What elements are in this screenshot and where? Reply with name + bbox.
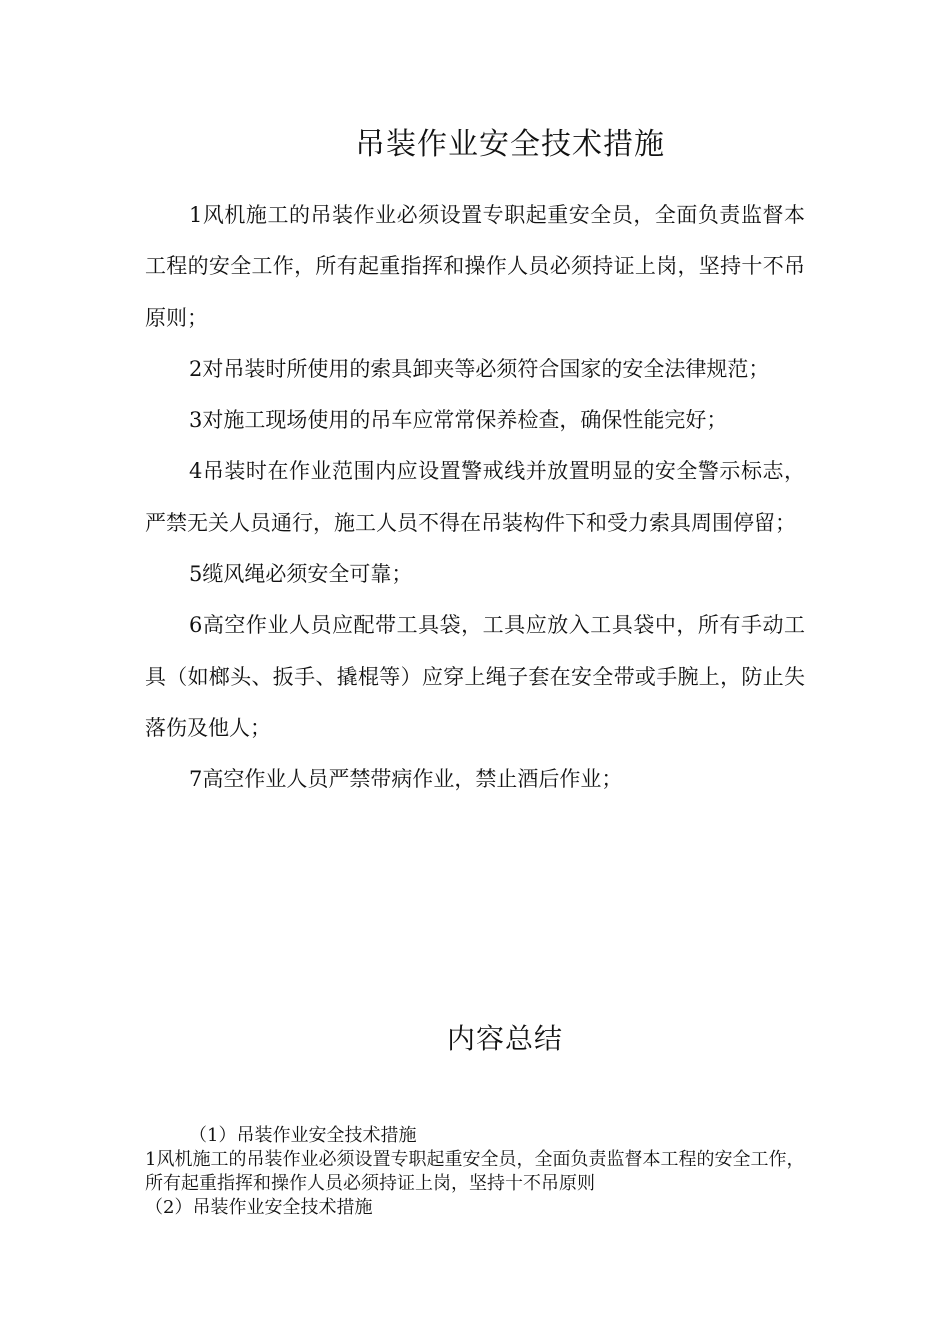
summary-item-1-heading: （1）吊装作业安全技术措施 <box>189 1125 417 1146</box>
document-body <box>145 190 805 806</box>
paragraph-2: 2对吊装时所使用的索具卸夹等必须符合国家的安全法律规范； <box>189 356 770 381</box>
document-title: 吊装作业安全技术措施 <box>355 127 665 162</box>
summary-item-2-heading: （2）吊装作业安全技术措施 <box>145 1197 373 1218</box>
paragraph-1: 1风机施工的吊装作业必须设置专职起重安全员，全面负责监督本工程的安全工作，所有起重指挥和操作人员必须持证上岗，坚持十不吊原则； <box>145 203 805 330</box>
summary-title: 内容总结 <box>446 1022 563 1055</box>
paragraph-7: 7高空作业人员严禁带病作业，禁止酒后作业； <box>189 767 623 792</box>
paragraph-6: 6高空作业人员应配带工具袋，工具应放入工具袋中，所有手动工具（如榔头、扳手、撬棍等）应穿上绳子套在安全带或手腕上，防止失落伤及他人； <box>145 613 805 740</box>
paragraph-3: 3对施工现场使用的吊车应常常保养检查，确保性能完好； <box>189 408 728 433</box>
summary-section <box>145 1124 810 1220</box>
summary-item-1-text: 1风机施工的吊装作业必须设置专职起重安全员，全面负责监督本工程的安全工作，所有起重指挥和操作人员必须持证上岗，坚持十不吊原则 <box>145 1149 805 1194</box>
paragraph-5: 5缆风绳必须安全可靠； <box>189 562 413 587</box>
paragraph-4: 4吊装时在作业范围内应设置警戒线并放置明显的安全警示标志，严禁无关人员通行，施工人员不得在吊装构件下和受力索具周围停留； <box>145 459 805 535</box>
